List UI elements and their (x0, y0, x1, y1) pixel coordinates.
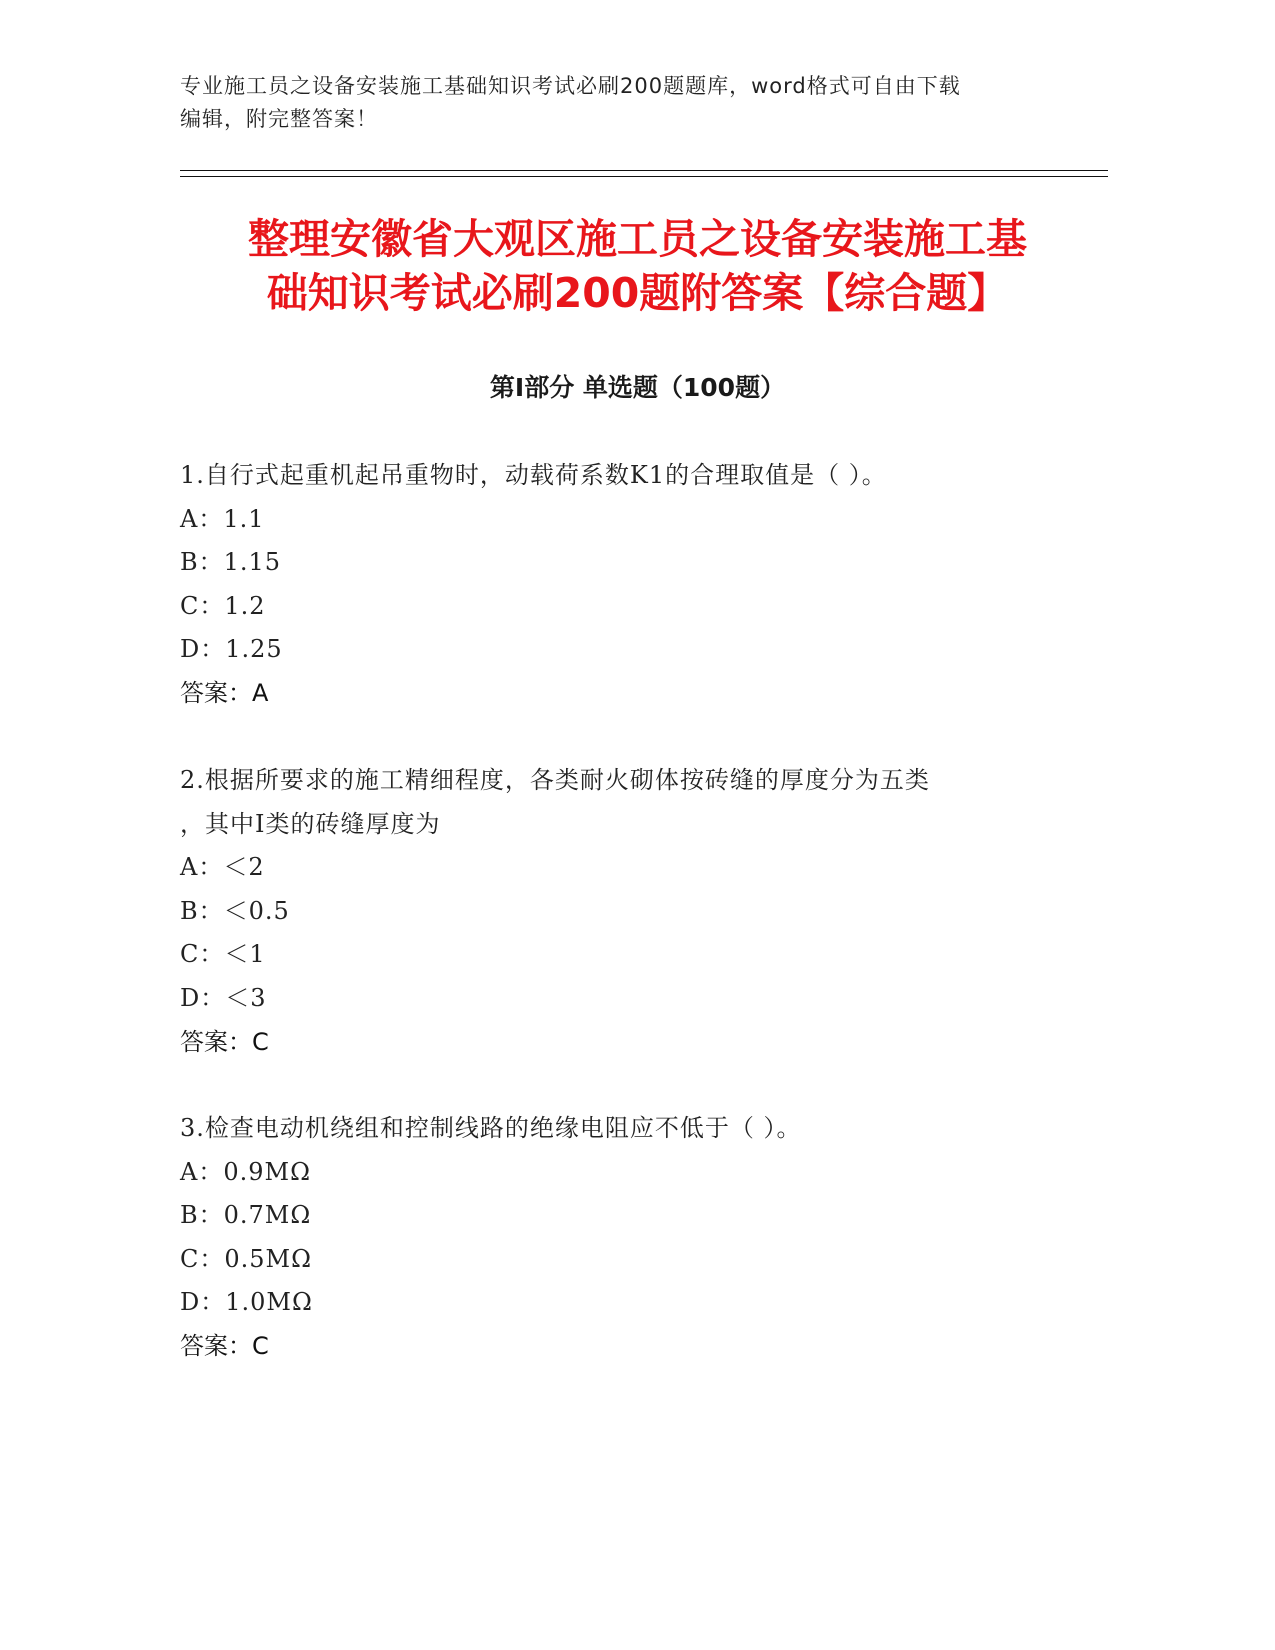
option-c: C：0.5MΩ (180, 1244, 313, 1273)
answer-line: 答案：C (180, 1331, 269, 1360)
header-note-line-1: 专业施工员之设备安装施工基础知识考试必刷200题题库，word格式可自由下载 (180, 74, 961, 98)
document-title-line-1: 整理安徽省大观区施工员之设备安装施工基 (248, 215, 1027, 263)
header-divider-top (180, 170, 1108, 171)
question-stem-continued: ，其中I类的砖缝厚度为 (180, 809, 441, 838)
question-1 (180, 454, 1080, 716)
header-note (180, 70, 1040, 136)
answer-line: 答案：C (180, 1027, 269, 1056)
option-d: D：1.0MΩ (180, 1288, 313, 1317)
option-c: C：＜1 (180, 940, 266, 969)
document-title-line-2: 础知识考试必刷200题附答案【综合题】 (266, 269, 1009, 317)
question-stem: 1.自行式起重机起吊重物时，动载荷系数K1的合理取值是（ ）。 (180, 461, 887, 489)
option-d: D：＜3 (180, 983, 267, 1012)
question-stem: 3.检查电动机绕组和控制线路的绝缘电阻应不低于（ ）。 (180, 1114, 802, 1142)
section-heading: 第Ⅰ部分 单选题（100题） (489, 373, 786, 402)
option-b: B：＜0.5 (180, 896, 290, 925)
option-d: D：1.25 (180, 635, 283, 664)
option-c: C：1.2 (180, 591, 266, 620)
option-b: B：0.7MΩ (180, 1201, 312, 1230)
option-b: B：1.15 (180, 548, 282, 577)
option-a: A：＜2 (180, 853, 265, 882)
answer-line: 答案：A (180, 678, 269, 707)
question-3 (180, 1107, 1080, 1369)
header-divider-bottom (180, 176, 1108, 177)
option-a: A：0.9MΩ (180, 1157, 311, 1186)
document-title (140, 212, 1135, 320)
header-note-line-2: 编辑，附完整答案！ (180, 107, 378, 131)
question-stem: 2.根据所要求的施工精细程度，各类耐火砌体按砖缝的厚度分为五类 (180, 766, 930, 794)
question-2 (180, 759, 1080, 1064)
option-a: A：1.1 (180, 504, 265, 533)
